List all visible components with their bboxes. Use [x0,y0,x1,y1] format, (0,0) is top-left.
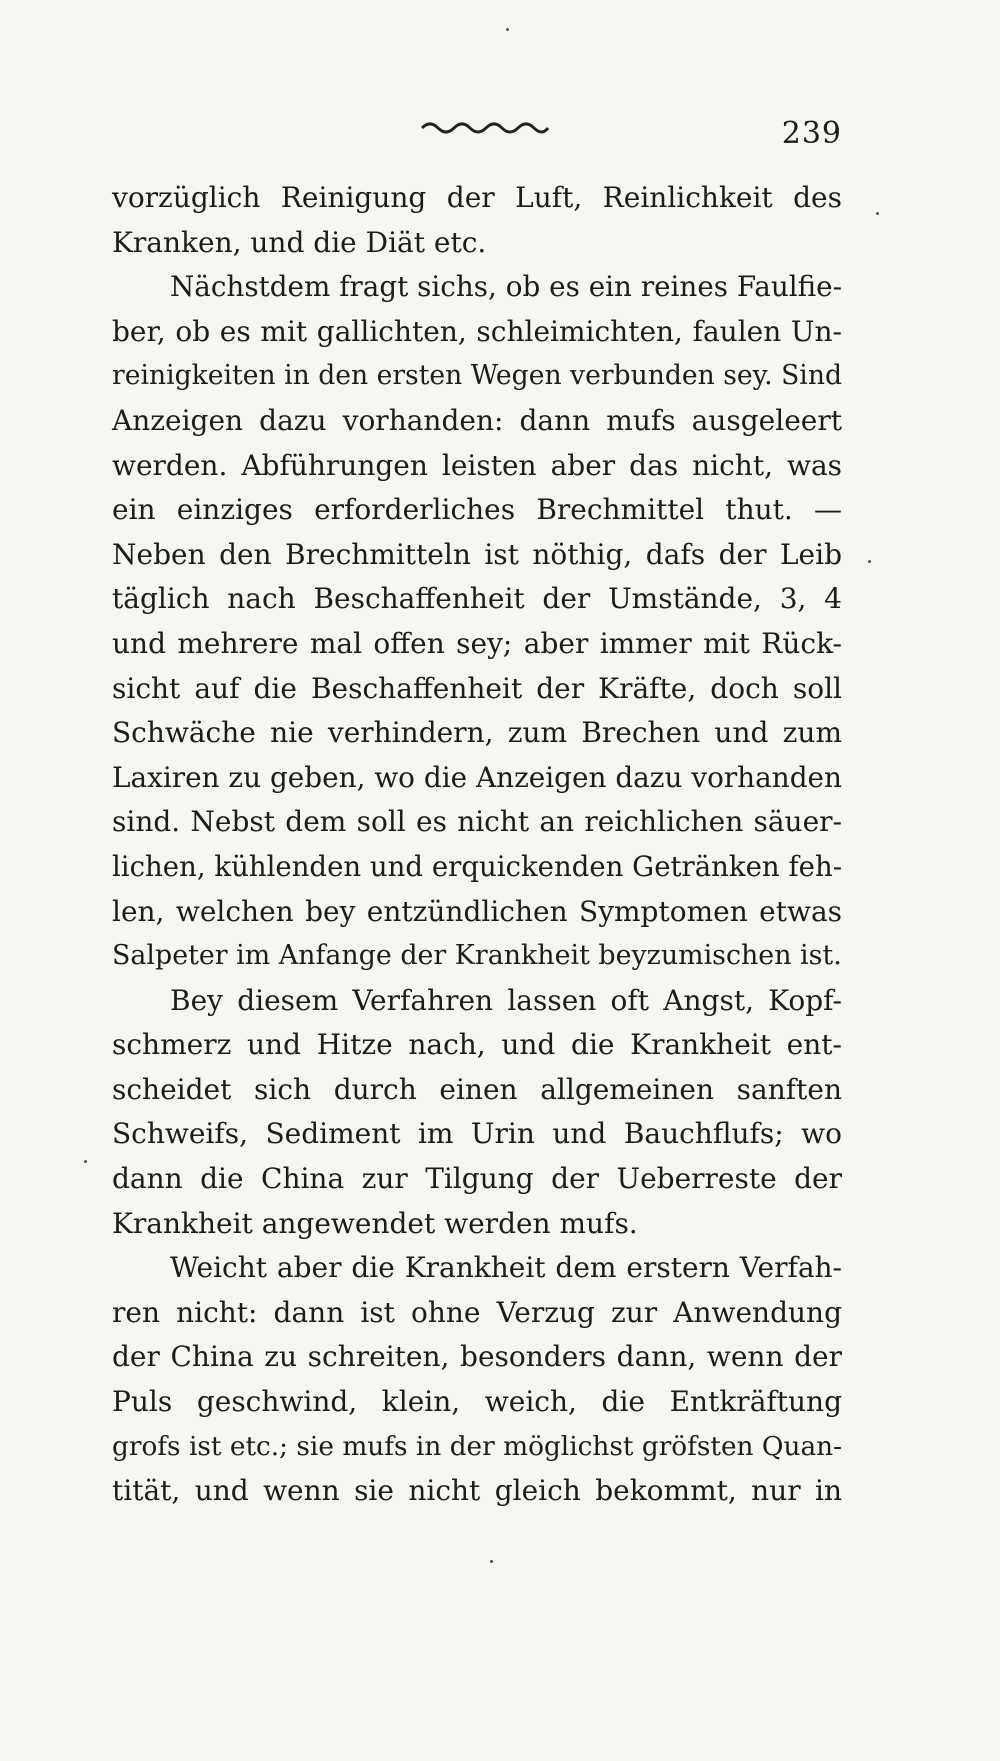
text-line: Weicht aber die Krankheit dem erstern Verfah- [170,1251,842,1285]
text-line: ein einziges erforderliches Brechmittel thut. — [112,493,842,527]
ink-speck [876,212,879,215]
text-line: schmerz und Hitze nach, und die Krankheit ent- [112,1028,842,1062]
text-line: täglich nach Beschaffenheit der Umstände, 3, 4 [112,582,842,616]
text-line: Bey diesem Verfahren lassen oft Angst, Kopf- [170,983,842,1017]
text-line: dann die China zur Tilgung der Ueberreste der [112,1162,842,1196]
ink-speck [490,1560,493,1563]
text-line: Kranken, und die Diät etc. [112,225,487,259]
paragraph-1 [112,176,842,265]
header-ornament [420,118,550,134]
text-line: Puls geschwind, klein, weich, die Entkräftung [112,1385,842,1419]
text-line: Schwäche nie verhindern, zum Brechen und zum [112,716,842,750]
text-line: Krankheit angewendet werden mufs. [112,1206,638,1240]
text-line: sicht auf die Beschaffenheit der Kräfte, doch soll [112,671,842,705]
text-line: und mehrere mal offen sey; aber immer mit Rück- [112,626,842,660]
text-line: ren nicht: dann ist ohne Verzug zur Anwendung [112,1295,842,1329]
text-line: Neben den Brechmitteln ist nöthig, dafs der Leib [112,537,842,571]
ink-speck [868,560,871,563]
paragraph-2 [112,265,842,979]
page-number: 239 [781,116,842,151]
text-line: tität, und wenn sie nicht gleich bekommt, nur in [112,1474,842,1508]
text-line: Laxiren zu geben, wo die Anzeigen dazu vorhanden [112,760,842,794]
text-line: Salpeter im Anfange der Krankheit beyzumischen ist. [112,940,842,972]
text-line: len, welchen bey entzündlichen Symptomen etwas [112,894,842,928]
ink-speck [84,1160,87,1163]
text-line: ber, ob es mit gallichten, schleimichten, faulen Un- [112,314,842,348]
body-text [112,176,842,1514]
text-line: scheidet sich durch einen allgemeinen sanften [112,1072,842,1106]
paragraph-4 [112,1246,842,1514]
text-line: sind. Nebst dem soll es nicht an reichlichen säuer- [112,805,842,839]
text-line: Anzeigen dazu vorhanden: dann mufs ausgeleert [112,403,842,437]
text-line: reinigkeiten in den ersten Wegen verbunden sey. Sind [112,360,842,392]
text-line: Nächstdem fragt sichs, ob es ein reines Faulfie- [170,270,842,304]
text-line: Schweifs, Sediment im Urin und Bauchflufs; wo [112,1117,842,1151]
text-line: werden. Abführungen leisten aber das nicht, was [112,448,842,482]
text-line: grofs ist etc.; sie mufs in der möglichst gröfsten Quan- [112,1431,842,1462]
text-line: vorzüglich Reinigung der Luft, Reinlichkeit des [112,181,842,214]
paragraph-3 [112,979,842,1247]
ink-speck [506,28,509,31]
text-line: der China zu schreiten, besonders dann, wenn der [112,1340,842,1374]
text-line: lichen, kühlenden und erquickenden Getränken feh- [112,850,842,883]
